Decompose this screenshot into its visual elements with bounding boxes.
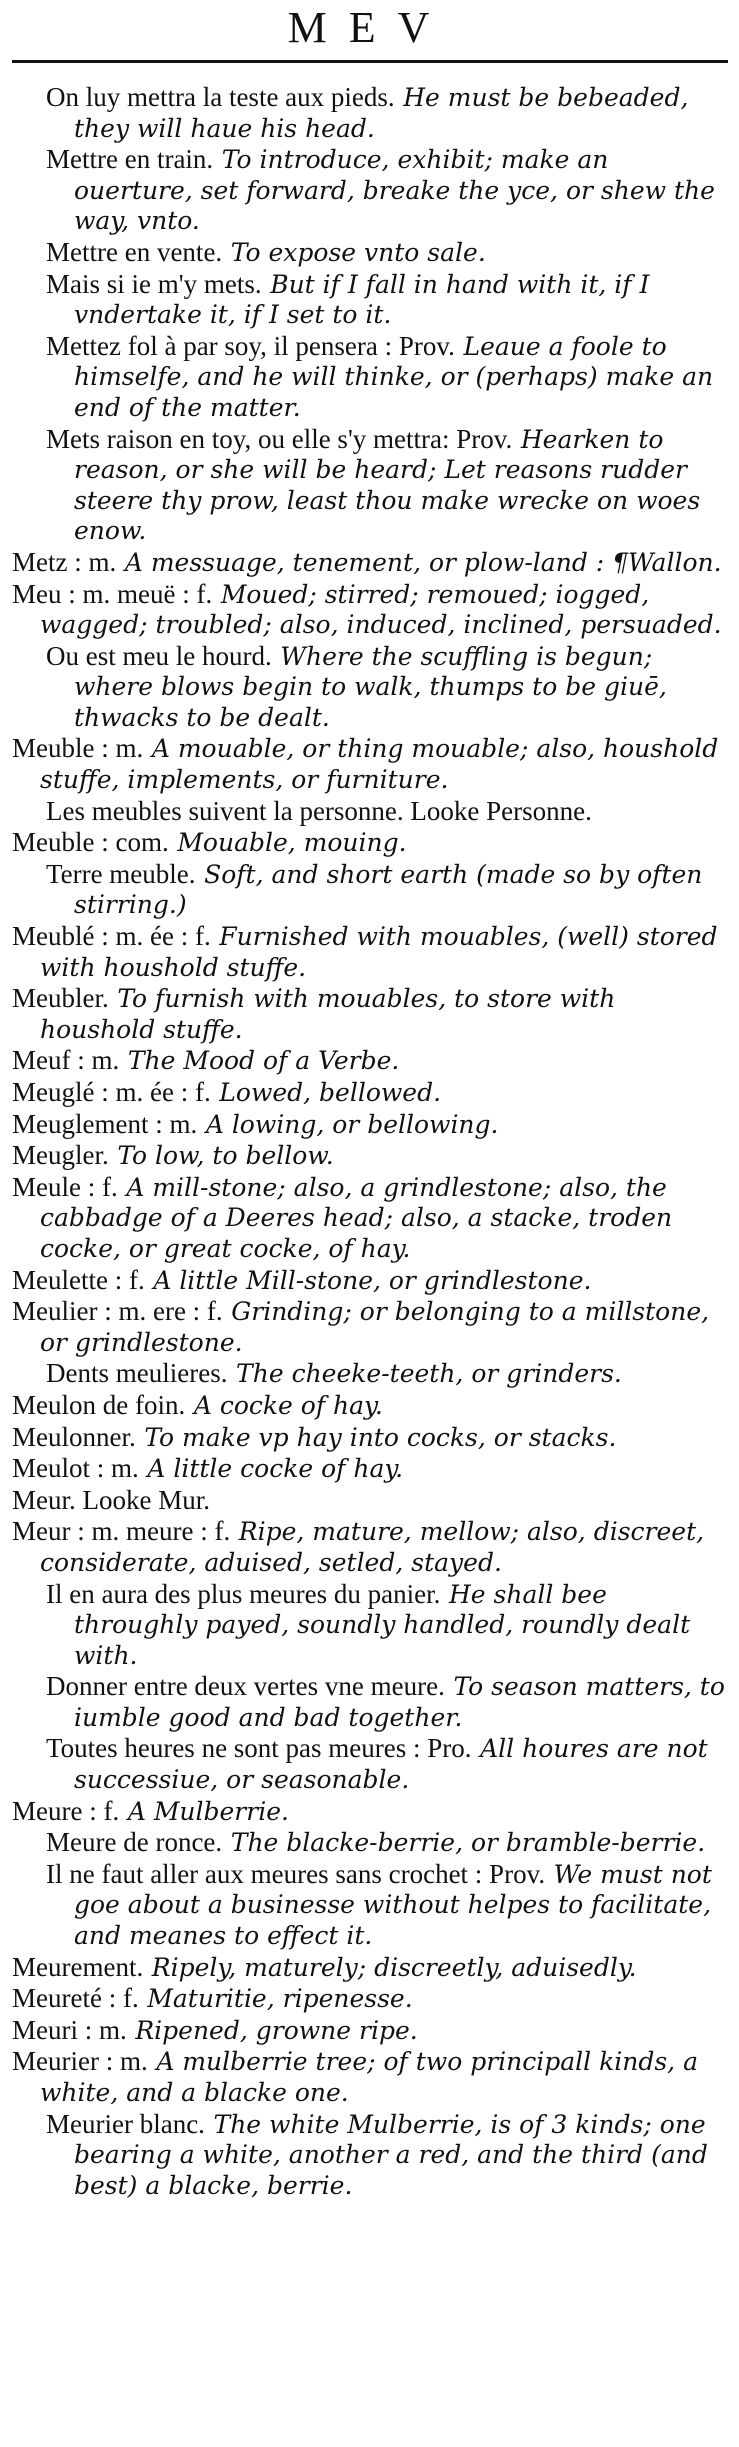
dictionary-entry — [12, 983, 728, 1045]
entry-gloss: A little Mill-stone, or grindlestone. — [153, 1265, 592, 1295]
dictionary-entry — [12, 921, 728, 983]
dictionary-entry — [12, 1109, 728, 1141]
dictionary-entry — [12, 1983, 728, 2015]
entry-gloss: The white Mulberrie, is of 3 kinds; one bearing a white, another a red, and the third (and best) a blacke, berrie. — [74, 2109, 708, 2200]
entry-headword: Meulier : m. ere : f. — [12, 1296, 223, 1327]
entry-headword: Les meubles suivent la personne. Looke Personne. — [46, 795, 592, 826]
entry-headword: Meule : f. — [12, 1171, 118, 1202]
entry-gloss: Moued; stirred; remoued; iogged, wagged; troubled; also, induced, inclined, persuaded. — [40, 579, 722, 640]
entry-headword: Il en aura des plus meures du panier. — [46, 1578, 441, 1609]
entry-gloss: Ripened, growne ripe. — [135, 2015, 418, 2045]
entry-gloss: Maturitie, ripenesse. — [147, 1984, 413, 2014]
sub-entry — [12, 859, 728, 921]
sub-entry — [12, 1579, 728, 1672]
entry-gloss: Lowed, bellowed. — [219, 1078, 442, 1107]
sub-entry — [12, 144, 728, 237]
entry-headword: Meure de ronce. — [46, 1827, 223, 1858]
dictionary-entry — [12, 827, 728, 859]
dictionary-entry — [12, 1045, 728, 1077]
page-title: MEV — [287, 3, 452, 52]
dictionary-entry — [12, 2015, 728, 2047]
sub-entry — [12, 269, 728, 331]
entry-gloss: A mill-stone; also, a grindlestone; also, the cabbadge of a Deeres head; also, a stacke, troden cocke, or great cocke, of hay. — [40, 1172, 673, 1263]
entry-gloss: To season matters, to iumble good and bad together. — [74, 1672, 725, 1732]
sub-entry — [12, 1859, 728, 1952]
entry-gloss: A messuage, tenement, or plow-land : ¶Wallon. — [124, 547, 722, 577]
entry-gloss: He shall bee throughly payed, soundly handled, roundly dealt with. — [74, 1579, 691, 1670]
entry-gloss: A Mulberrie. — [127, 1796, 289, 1826]
dictionary-entry — [12, 1516, 728, 1578]
entry-headword: Meur : m. meure : f. — [12, 1516, 231, 1547]
entry-headword: Meublé : m. ée : f. — [12, 921, 211, 952]
entry-gloss: The blacke-berrie, or bramble-berrie. — [230, 1828, 706, 1858]
entry-gloss: Furnished with mouables, (well) stored with houshold stuffe. — [40, 922, 718, 982]
entry-headword: Meuglé : m. ée : f. — [12, 1077, 211, 1107]
entry-headword: Meurier blanc. — [46, 2108, 205, 2139]
sub-entry — [12, 1733, 728, 1795]
entry-gloss: He must be bebeaded, they will haue his head. — [74, 83, 689, 143]
entry-gloss: A little cocke of hay. — [147, 1454, 404, 1484]
sub-entry — [12, 1358, 728, 1390]
entry-gloss: But if I fall in hand with it, if I vndertake it, if I set to it. — [74, 269, 650, 330]
sub-entry — [12, 82, 728, 144]
entry-headword: Meuble : com. — [12, 827, 169, 858]
entry-headword: Mettre en vente. — [46, 236, 223, 267]
entry-gloss: To introduce, exhibit; make an ouerture, set forward, breake the yce, or shew the way, vnto. — [74, 145, 715, 236]
dictionary-entry — [12, 733, 728, 795]
entry-headword: Meurement. — [12, 1951, 144, 1982]
entry-gloss: To expose vnto sale. — [230, 237, 486, 267]
entry-gloss: All houres are not successiue, or seasonable. — [74, 1734, 708, 1795]
sub-entry — [12, 2109, 728, 2202]
entry-gloss: We must not goe about a businesse without helpes to facilitate, and meanes to effect it. — [74, 1859, 712, 1951]
entry-headword: Mais si ie m'y mets. — [46, 268, 262, 299]
entry-headword: Ou est meu le hourd. — [46, 640, 272, 671]
header-rule — [12, 60, 728, 63]
dictionary-entry — [12, 579, 728, 641]
sub-entry — [12, 331, 728, 424]
dictionary-entry — [12, 1077, 728, 1109]
entry-headword: Meulot : m. — [12, 1453, 139, 1484]
entry-gloss: A lowing, or bellowing. — [205, 1109, 499, 1139]
sub-entry — [12, 237, 728, 269]
dictionary-entries — [12, 82, 728, 2201]
entry-gloss: To low, to bellow. — [117, 1141, 334, 1171]
entry-headword: Meuglement : m. — [12, 1108, 198, 1139]
sub-entry — [12, 1671, 728, 1733]
dictionary-entry — [12, 2046, 728, 2108]
entry-headword: Meur. Looke Mur. — [12, 1484, 210, 1515]
entry-gloss: To make vp hay into cocks, or stacks. — [144, 1422, 617, 1452]
entry-headword: Meuble : m. — [12, 733, 144, 764]
entry-headword: Meuf : m. — [12, 1045, 120, 1076]
sub-entry — [12, 641, 728, 734]
entry-gloss: Ripely, maturely; discreetly, aduisedly. — [151, 1952, 637, 1982]
entry-headword: Mettez fol à par soy, il pensera : Prov. — [46, 330, 455, 361]
dictionary-entry — [12, 1952, 728, 1984]
entry-gloss: A mouable, or thing mouable; also, houshold stuffe, implements, or furniture. — [40, 734, 719, 795]
entry-gloss: Soft, and short earth (made so by often stirring.) — [74, 859, 703, 920]
dictionary-entry — [12, 547, 728, 579]
entry-gloss: Where the scuffling is begun; where blows begin to walk, thumps to be giuē, thwacks to be dealt. — [74, 641, 667, 732]
entry-headword: Donner entre deux vertes vne meure. — [46, 1671, 445, 1702]
sub-entry — [12, 424, 728, 547]
dictionary-entry — [12, 1296, 728, 1358]
dictionary-entry — [12, 1485, 728, 1517]
dictionary-entry — [12, 1453, 728, 1485]
entry-headword: Meu : m. meuë : f. — [12, 578, 213, 609]
entry-headword: Meure : f. — [12, 1795, 120, 1826]
entry-gloss: To furnish with mouables, to store with houshold stuffe. — [40, 984, 616, 1044]
dictionary-entry — [12, 1796, 728, 1828]
entry-headword: Meurier : m. — [12, 2046, 148, 2077]
entry-headword: Meulette : f. — [12, 1264, 145, 1295]
entry-headword: Metz : m. — [12, 546, 117, 577]
entry-headword: Toutes heures ne sont pas meures : Pro. — [46, 1733, 472, 1764]
sub-entry — [12, 1827, 728, 1859]
entry-gloss: The cheeke-teeth, or grinders. — [236, 1359, 622, 1389]
entry-gloss: Leaue a foole to himselfe, and he will thinke, or (perhaps) make an end of the matter. — [74, 331, 714, 422]
entry-headword: Il ne faut aller aux meures sans crochet : Prov. — [46, 1858, 546, 1889]
entry-gloss: A mulberrie tree; of two principall kinds, a white, and a blacke one. — [40, 2047, 698, 2107]
entry-headword: Meugler. — [12, 1140, 109, 1171]
dictionary-entry — [12, 1172, 728, 1265]
entry-headword: Meulon de foin. — [12, 1389, 186, 1420]
page-header — [0, 0, 739, 62]
entry-headword: Mets raison en toy, ou elle s'y mettra: Prov. — [46, 423, 513, 454]
entry-gloss: Grinding; or belonging to a millstone, or grindlestone. — [40, 1297, 710, 1357]
entry-gloss: The Mood of a Verbe. — [127, 1046, 400, 1076]
entry-headword: Meureté : f. — [12, 1983, 139, 2014]
entry-headword: Dents meulieres. — [46, 1358, 228, 1389]
dictionary-entry — [12, 1265, 728, 1297]
dictionary-entry — [12, 1422, 728, 1454]
sub-entry — [12, 796, 728, 828]
entry-gloss: Ripe, mature, mellow; also, discreet, considerate, aduised, setled, stayed. — [40, 1517, 705, 1577]
entry-headword: Mettre en train. — [46, 144, 214, 175]
entry-headword: Terre meuble. — [46, 858, 196, 889]
entry-gloss: Hearken to reason, or she will be heard; Let reasons rudder steere thy prow, least thou make wrecke on woes enow. — [74, 424, 701, 546]
dictionary-entry — [12, 1390, 728, 1422]
entry-gloss: A cocke of hay. — [193, 1390, 383, 1420]
entry-headword: Meuri : m. — [12, 2014, 127, 2045]
dictionary-entry — [12, 1140, 728, 1172]
entry-headword: Meubler. — [12, 983, 109, 1014]
entry-headword: Meulonner. — [12, 1421, 136, 1452]
entry-headword: On luy mettra la teste aux pieds. — [46, 82, 395, 112]
entry-gloss: Mouable, mouing. — [177, 828, 407, 858]
